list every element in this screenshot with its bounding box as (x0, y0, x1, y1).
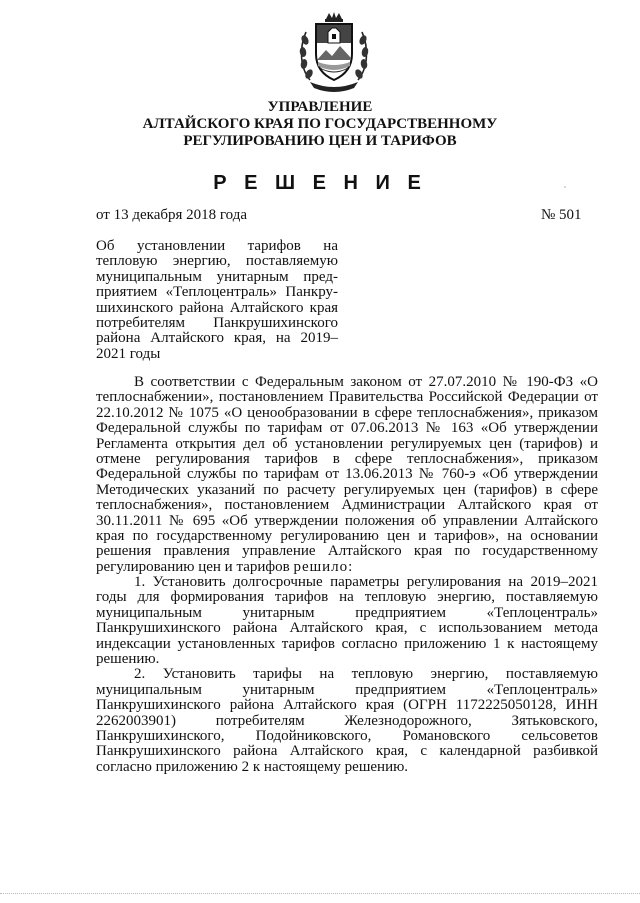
resolution-word: решило: (293, 559, 354, 575)
body-line (96, 560, 598, 575)
agency-line-3: РЕГУЛИРОВАНИЮ ЦЕН И ТАРИФОВ (183, 133, 457, 149)
body-line: теплоснабжения», постановлением Администрации Алтайского края от (96, 498, 598, 514)
body-line: 2. Установить тарифы на тепловую энергию, поставляемую (134, 667, 598, 683)
body-line: муниципальным унитарным предприятием «Теплоцентраль» (96, 605, 598, 621)
body-line: отмене регулирования тарифов в сфере теплоснабжения», приказом (96, 451, 598, 467)
document-date: от 13 декабря 2018 года (96, 207, 248, 223)
subject-line: 2021 годы (96, 345, 161, 362)
body-line: 1. Установить долгосрочные параметры регулирования на 2019–2021 (134, 575, 598, 591)
body-line: теплоснабжении», постановлением Правительства Российской Федерации от (96, 390, 598, 406)
agency-header (0, 99, 640, 150)
body-line: годы для формирования тарифов на тепловую энергию, поставляемую (96, 590, 598, 606)
subject-line: потребителям Панкрушихинского (96, 315, 338, 332)
agency-line-1: УПРАВЛЕНИЕ (267, 99, 373, 115)
body-line: Панкрушихинского района Алтайского края, с использованием метода (96, 621, 598, 637)
document-subject (96, 239, 338, 362)
document-body (96, 375, 598, 775)
body-line: Методических указаний по расчету регулируемых цен (тарифов) в сфере (96, 482, 598, 498)
body-line: индексации установленных тарифов согласно приложению 1 к настоящему (96, 636, 598, 652)
document-title: Р Е Ш Е Н И Е (213, 172, 427, 194)
agency-line-2: АЛТАЙСКОГО КРАЯ ПО ГОСУДАРСТВЕННОМУ (142, 116, 498, 132)
body-line: муниципальным унитарным предприятием «Теплоцентраль» (96, 682, 598, 698)
body-line: решению. (96, 652, 160, 668)
body-line: Федеральной службы по тарифам от 07.06.2013 № 163 «Об утверждении (96, 421, 598, 437)
subject-line: тепловую энергию, поставляемую (96, 253, 338, 270)
subject-line: муниципальным унитарным пред- (96, 268, 338, 285)
body-line: Федеральной службы по тарифам от 13.06.2013 № 760-э «Об утверждении (96, 467, 598, 483)
body-line: 22.10.2012 № 1075 «О ценообразовании в сфере теплоснабжения», приказом (96, 405, 598, 421)
body-text: регулированию цен и тарифов (96, 559, 290, 575)
body-line: решения правления управление Алтайского края по государственному (96, 544, 598, 560)
subject-line: района Алтайского края, на 2019– (96, 330, 338, 347)
body-line: Панкрушихинского, Подойниковского, Романовского сельсоветов (96, 728, 598, 744)
body-line: 30.11.2011 № 695 «Об утверждении положения об управлении Алтайского (96, 513, 598, 529)
body-line: согласно приложению 2 к настоящему решению. (96, 759, 409, 775)
body-line: Регламента открытия дел об установлении регулируемых цен (тарифов) и (96, 436, 598, 452)
body-line: края по государственному регулированию цен и тарифов», на основании (96, 528, 598, 544)
body-line: Панкрушихинского района Алтайского края, с календарной разбивкой (96, 744, 598, 760)
body-line: 2262003901) потребителям Железнодорожного, Зятьковского, (96, 713, 598, 729)
scan-bottom-edge (0, 893, 640, 894)
body-line: В соответствии с Федеральным законом от 27.07.2010 № 190-ФЗ «О (134, 375, 598, 390)
document-number: № 501 (541, 207, 582, 223)
subject-line: Об установлении тарифов на (96, 238, 338, 254)
subject-line: шихинского района Алтайского края (96, 299, 338, 316)
body-line: Панкрушихинского района Алтайского края (ОГРН 1172225050128, ИНН (96, 698, 598, 714)
altai-krai-coat-of-arms-icon (296, 10, 372, 94)
subject-line: приятием «Теплоцентраль» Панкру- (96, 284, 338, 301)
